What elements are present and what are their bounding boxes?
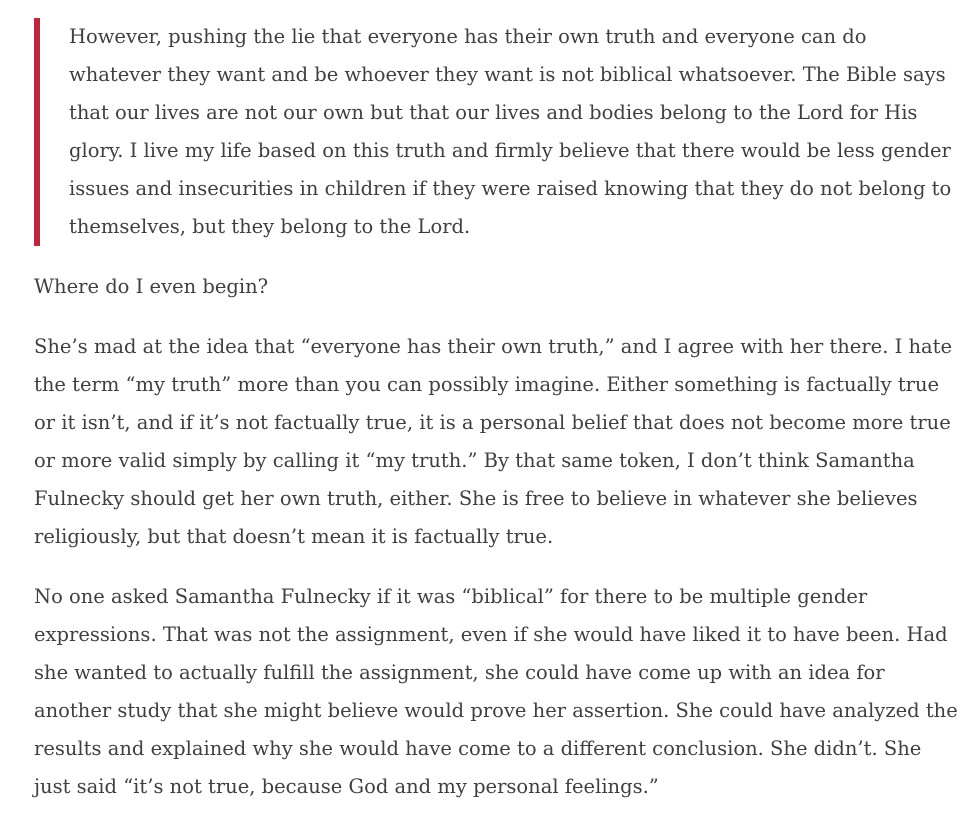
blockquote	[34, 18, 959, 246]
blockquote-text: However, pushing the lie that everyone has their own truth and everyone can do whatever they want and be whoever they want is not biblical whatsoever. The Bible says that our lives are not our own but that our lives and bodies belong to the Lord for His glory. I live my life based on this truth and firmly believe that there would be less gender issues and insecurities in children if they were raised knowing that they do not belong to themselves, but they belong to the Lord.	[69, 25, 952, 238]
article-body	[34, 18, 959, 828]
paragraph-my-truth: She’s mad at the idea that “everyone has their own truth,” and I agree with her there. I hate the term “my truth” more than you can possibly imagine. Either something is factually true or it isn’t, and if it’s not factually true, it is a personal belief that does not become more true or more valid simply by calling it “my truth.” By that same token, I don’t think Samantha Fulnecky should get her own truth, either. She is free to believe in whatever she believes religiously, but that doesn’t mean it is factually true.	[34, 335, 953, 548]
paragraph-intro: Where do I even begin?	[34, 275, 269, 298]
paragraph-assignment: No one asked Samantha Fulnecky if it was “biblical” for there to be multiple gender expressions. That was not the assignment, even if she would have liked it to have been. Had she wanted to actually fulfill the assignment, she could have come up with an idea for another study that she might believe would prove her assertion. She could have analyzed the results and explained why she would have come to a different conclusion. She didn’t. She just said “it’s not true, because God and my personal feelings.”	[34, 585, 958, 798]
